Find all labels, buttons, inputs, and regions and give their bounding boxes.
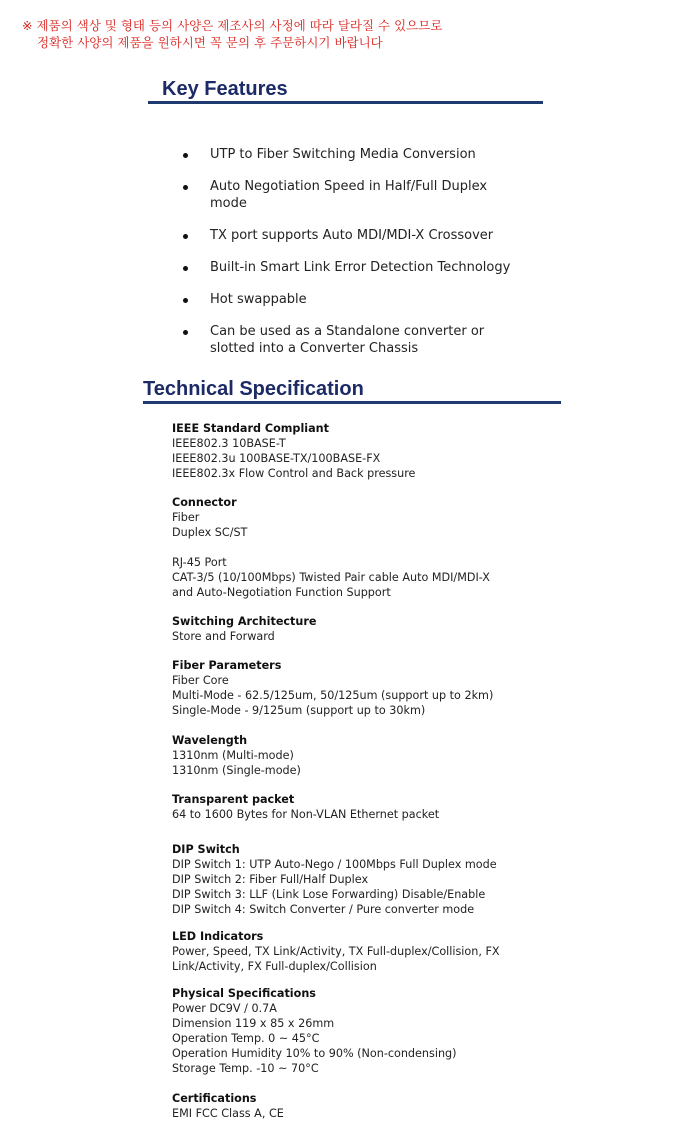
spec-line: Fiber Core (172, 674, 229, 687)
spec-heading: Physical Specifications (172, 987, 316, 1000)
technical-spec-title: Technical Specification (143, 378, 364, 400)
spec-heading: LED Indicators (172, 930, 264, 943)
spec-line: IEEE802.3x Flow Control and Back pressure (172, 467, 416, 480)
spec-heading: Transparent packet (172, 793, 295, 806)
spec-rj45 (172, 555, 532, 600)
spec-heading: Certifications (172, 1092, 257, 1105)
spec-fiber (172, 658, 532, 718)
spec-line: Operation Humidity 10% to 90% (Non-condensing) (172, 1047, 457, 1060)
notice-line-1: ※ 제품의 색상 및 형태 등의 사양은 제조사의 사정에 따라 달라질 수 있으므로 (22, 18, 443, 33)
feature-item: Auto Negotiation Speed in Half/Full Duplex mode (183, 178, 523, 212)
spec-heading: Switching Architecture (172, 615, 317, 628)
notice-box (22, 17, 442, 51)
key-features-title: Key Features (162, 78, 288, 100)
spec-line: DIP Switch 1: UTP Auto-Nego / 100Mbps Full Duplex mode (172, 858, 497, 871)
bullet-icon (183, 266, 188, 271)
spec-connector (172, 495, 532, 540)
spec-line: Multi-Mode - 62.5/125um, 50/125um (support up to 2km) (172, 689, 494, 702)
spec-line: DIP Switch 4: Switch Converter / Pure converter mode (172, 903, 475, 916)
spec-line: DIP Switch 3: LLF (Link Lose Forwarding) Disable/Enable (172, 888, 486, 901)
spec-line: DIP Switch 2: Fiber Full/Half Duplex (172, 873, 369, 886)
key-features-list (183, 146, 523, 357)
bullet-icon (183, 185, 188, 190)
spec-line: Power, Speed, TX Link/Activity, TX Full-duplex/Collision, FX (172, 945, 500, 958)
spec-heading: Fiber Parameters (172, 659, 282, 672)
spec-heading: Wavelength (172, 734, 248, 747)
spec-line: Dimension 119 x 85 x 26mm (172, 1017, 335, 1030)
spec-line: Link/Activity, FX Full-duplex/Collision (172, 960, 377, 973)
spec-line: Operation Temp. 0 ~ 45°C (172, 1032, 320, 1045)
technical-spec-divider (143, 401, 561, 404)
bullet-icon (183, 234, 188, 239)
spec-certifications (172, 1091, 532, 1121)
spec-line: IEEE802.3 10BASE-T (172, 437, 286, 450)
feature-item: Hot swappable (183, 291, 523, 308)
spec-dip (172, 842, 532, 917)
spec-line: 1310nm (Multi-mode) (172, 749, 294, 762)
spec-line: Single-Mode - 9/125um (support up to 30km) (172, 704, 426, 717)
key-features-divider (148, 101, 543, 104)
notice-line-2: 정확한 사양의 제품을 원하시면 꼭 문의 후 주문하시기 바랍니다 (37, 35, 383, 50)
feature-item: Built-in Smart Link Error Detection Technology (183, 259, 523, 276)
spec-heading: Connector (172, 496, 237, 509)
spec-heading: DIP Switch (172, 843, 240, 856)
feature-item: Can be used as a Standalone converter or slotted into a Converter Chassis (183, 323, 523, 357)
spec-ieee (172, 421, 532, 481)
spec-line: and Auto-Negotiation Function Support (172, 586, 391, 599)
spec-line: Fiber (172, 511, 200, 524)
spec-heading: IEEE Standard Compliant (172, 422, 329, 435)
spec-line: Power DC9V / 0.7A (172, 1002, 277, 1015)
spec-line: Storage Temp. -10 ~ 70°C (172, 1062, 319, 1075)
spec-physical (172, 986, 532, 1076)
spec-led (172, 929, 532, 974)
spec-line: Store and Forward (172, 630, 275, 643)
spec-wavelength (172, 733, 532, 778)
spec-line: CAT-3/5 (10/100Mbps) Twisted Pair cable Auto MDI/MDI-X (172, 571, 490, 584)
bullet-icon (183, 153, 188, 158)
spec-line: IEEE802.3u 100BASE-TX/100BASE-FX (172, 452, 381, 465)
spec-switching (172, 614, 532, 644)
bullet-icon (183, 330, 188, 335)
spec-line: Duplex SC/ST (172, 526, 248, 539)
spec-packet (172, 792, 532, 822)
spec-line: 64 to 1600 Bytes for Non-VLAN Ethernet packet (172, 808, 440, 821)
feature-item: UTP to Fiber Switching Media Conversion (183, 146, 523, 163)
feature-item: TX port supports Auto MDI/MDI-X Crossover (183, 227, 523, 244)
spec-line: 1310nm (Single-mode) (172, 764, 301, 777)
spec-line: RJ-45 Port (172, 556, 227, 569)
spec-line: EMI FCC Class A, CE (172, 1107, 284, 1120)
bullet-icon (183, 298, 188, 303)
